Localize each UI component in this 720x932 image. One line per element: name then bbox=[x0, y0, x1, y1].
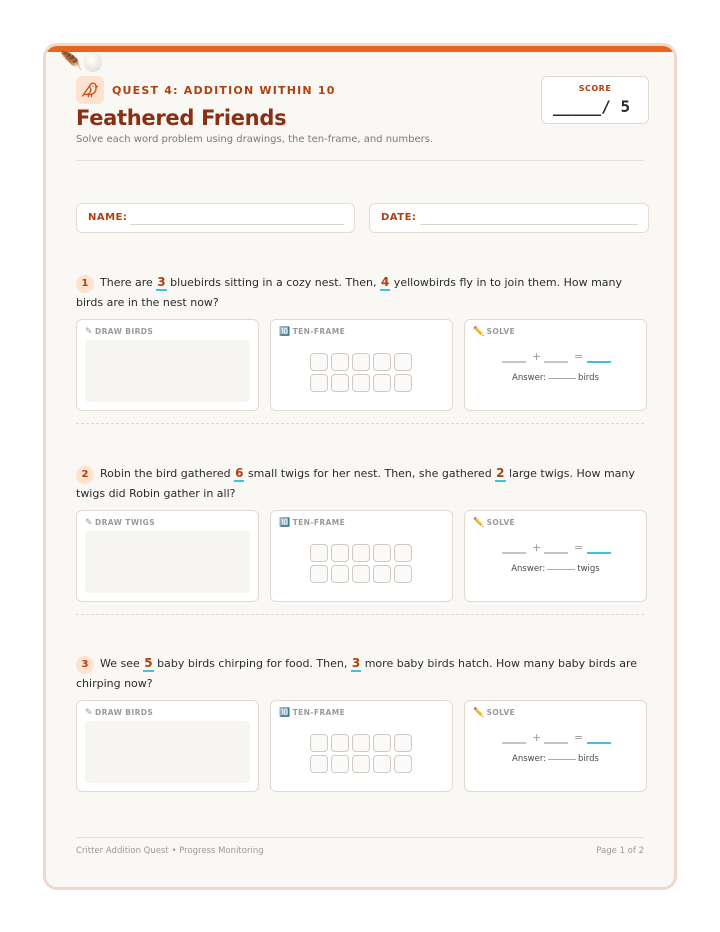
ten-frame-cell[interactable] bbox=[310, 544, 328, 562]
draw-label bbox=[85, 327, 153, 337]
ten-frame-cell[interactable] bbox=[331, 734, 349, 752]
answer-label: Answer: bbox=[512, 754, 547, 764]
tenframe-label bbox=[279, 518, 345, 528]
ten-frame-cell[interactable] bbox=[310, 755, 328, 773]
score-box bbox=[541, 76, 649, 124]
problem-1 bbox=[76, 273, 650, 312]
date-field[interactable] bbox=[369, 203, 649, 233]
highlighted-number: 3 bbox=[351, 656, 361, 670]
ten-frame-cell[interactable] bbox=[394, 544, 412, 562]
draw-panel[interactable] bbox=[76, 319, 259, 411]
problem-text bbox=[76, 654, 650, 693]
ten-frame-cell[interactable] bbox=[394, 374, 412, 392]
draw-label-text: DRAW BIRDS bbox=[94, 327, 154, 336]
problem-text-part: Robin the bird gathered bbox=[100, 467, 235, 480]
addend-blank[interactable] bbox=[502, 361, 526, 363]
draw-label bbox=[85, 708, 153, 718]
solve-panel bbox=[464, 510, 647, 602]
footer-divider bbox=[76, 837, 644, 838]
ten-frame-cell[interactable] bbox=[310, 565, 328, 583]
name-line[interactable] bbox=[130, 224, 344, 225]
plus-sign: + bbox=[532, 541, 542, 554]
ten-frame-cell[interactable] bbox=[352, 734, 370, 752]
draw-panel[interactable] bbox=[76, 700, 259, 792]
sum-blank[interactable] bbox=[587, 742, 611, 744]
ten-frame-cell[interactable] bbox=[352, 755, 370, 773]
ten-frame-cell[interactable] bbox=[352, 544, 370, 562]
tenframe-label-text: TEN-FRAME bbox=[292, 327, 346, 336]
problem-text bbox=[76, 464, 650, 503]
ten-frame-cell[interactable] bbox=[394, 755, 412, 773]
solve-panel bbox=[464, 319, 647, 411]
keycap-ten-icon: 🔟 bbox=[279, 708, 291, 718]
solve-label-text: SOLVE bbox=[486, 327, 516, 336]
equals-sign: = bbox=[574, 350, 584, 363]
answer-unit: twigs bbox=[577, 564, 600, 574]
ten-frame-cell[interactable] bbox=[373, 374, 391, 392]
problem-separator bbox=[76, 423, 644, 424]
tenframe-label bbox=[279, 708, 345, 718]
pencil-icon: ✎ bbox=[85, 327, 93, 337]
ten-frame-cell[interactable] bbox=[310, 353, 328, 371]
score-total: / 5 bbox=[601, 97, 631, 116]
answer-blank[interactable] bbox=[547, 569, 575, 570]
keycap-ten-icon: 🔟 bbox=[279, 327, 291, 337]
problem-separator bbox=[76, 614, 644, 615]
pencil-icon: ✎ bbox=[85, 708, 93, 718]
problem-number: 2 bbox=[76, 466, 94, 484]
addend-blank[interactable] bbox=[544, 361, 568, 363]
equals-sign: = bbox=[574, 541, 584, 554]
footer-left: Critter Addition Quest • Progress Monitoring bbox=[76, 846, 264, 856]
ten-frame-cell[interactable] bbox=[331, 755, 349, 773]
pencil-icon: ✏️ bbox=[473, 327, 485, 337]
tenframe-panel bbox=[270, 510, 453, 602]
addend-blank[interactable] bbox=[502, 552, 526, 554]
tenframe-label bbox=[279, 327, 345, 337]
highlighted-number: 4 bbox=[380, 275, 390, 289]
ten-frame-cell[interactable] bbox=[394, 734, 412, 752]
draw-label-text: DRAW TWIGS bbox=[94, 518, 156, 527]
sum-blank[interactable] bbox=[587, 361, 611, 363]
draw-area[interactable] bbox=[85, 531, 250, 593]
addend-blank[interactable] bbox=[502, 742, 526, 744]
worksheet-page bbox=[43, 43, 677, 890]
equation bbox=[502, 730, 612, 746]
answer-blank[interactable] bbox=[548, 378, 576, 379]
ten-frame-cell[interactable] bbox=[373, 544, 391, 562]
problem-number: 1 bbox=[76, 275, 94, 293]
ten-frame-cell[interactable] bbox=[352, 374, 370, 392]
equation bbox=[502, 349, 612, 365]
page-title: Feathered Friends bbox=[76, 106, 287, 130]
problem-number: 3 bbox=[76, 656, 94, 674]
ten-frame-cell[interactable] bbox=[331, 544, 349, 562]
addend-blank[interactable] bbox=[544, 742, 568, 744]
footer bbox=[76, 846, 644, 856]
egg-icon bbox=[84, 52, 102, 72]
highlighted-number: 6 bbox=[235, 466, 244, 480]
name-label: NAME: bbox=[88, 212, 128, 223]
ten-frame-cell[interactable] bbox=[352, 353, 370, 371]
problem-text-part: There are bbox=[100, 276, 157, 289]
problem-text bbox=[76, 273, 650, 312]
ten-frame-cell[interactable] bbox=[373, 353, 391, 371]
solve-label bbox=[473, 518, 515, 528]
ten-frame-cell[interactable] bbox=[331, 565, 349, 583]
accent-bar bbox=[46, 46, 674, 52]
date-line[interactable] bbox=[420, 224, 638, 225]
highlighted-number: 5 bbox=[144, 656, 153, 670]
date-label: DATE: bbox=[381, 212, 417, 223]
ten-frame bbox=[310, 734, 412, 773]
draw-area[interactable] bbox=[85, 340, 250, 402]
ten-frame-cell[interactable] bbox=[373, 565, 391, 583]
answer-unit: birds bbox=[578, 373, 599, 383]
answer-line bbox=[465, 564, 646, 574]
score-line[interactable] bbox=[553, 97, 630, 116]
pencil-icon: ✏️ bbox=[473, 708, 485, 718]
ten-frame-cell[interactable] bbox=[352, 565, 370, 583]
addend-blank[interactable] bbox=[544, 552, 568, 554]
tenframe-panel bbox=[270, 319, 453, 411]
page-number: Page 1 of 2 bbox=[596, 846, 644, 856]
ten-frame-cell[interactable] bbox=[373, 734, 391, 752]
bird-icon bbox=[76, 76, 104, 104]
problem-text-part: We see bbox=[100, 657, 144, 670]
ten-frame-cell[interactable] bbox=[373, 755, 391, 773]
tenframe-label-text: TEN-FRAME bbox=[292, 708, 346, 717]
problem-text-part: small twigs for her nest. Then, she gathered bbox=[244, 467, 496, 480]
problem-text-part: more baby birds hatch. How many baby birds are chirping now? bbox=[76, 657, 638, 690]
problem-2 bbox=[76, 464, 650, 503]
plus-sign: + bbox=[532, 350, 542, 363]
solve-label-text: SOLVE bbox=[486, 518, 516, 527]
score-label: SCORE bbox=[578, 84, 612, 93]
page-subtitle: Solve each word problem using drawings, the ten-frame, and numbers. bbox=[76, 134, 434, 145]
answer-label: Answer: bbox=[512, 373, 547, 383]
problem-text-part: yellowbirds fly in to join them. How many birds are in the nest now? bbox=[76, 276, 623, 309]
solve-label bbox=[473, 708, 515, 718]
solve-panel bbox=[464, 700, 647, 792]
ten-frame-cell[interactable] bbox=[394, 353, 412, 371]
name-field[interactable] bbox=[76, 203, 355, 233]
answer-line bbox=[465, 754, 646, 764]
draw-label-text: DRAW BIRDS bbox=[94, 708, 154, 717]
answer-line bbox=[465, 373, 646, 383]
equation bbox=[502, 540, 612, 556]
score-blank[interactable]: _____ bbox=[553, 97, 602, 116]
ten-frame-cell[interactable] bbox=[331, 353, 349, 371]
problem-text-part: bluebirds sitting in a cozy nest. Then, bbox=[166, 276, 380, 289]
answer-label: Answer: bbox=[511, 564, 546, 574]
answer-blank[interactable] bbox=[548, 759, 576, 760]
solve-label-text: SOLVE bbox=[486, 708, 516, 717]
answer-unit: birds bbox=[578, 754, 599, 764]
ten-frame-cell[interactable] bbox=[310, 374, 328, 392]
problem-text-part: large twigs. How many twigs did Robin gather in all? bbox=[76, 467, 635, 500]
solve-label bbox=[473, 327, 515, 337]
highlighted-number: 2 bbox=[496, 466, 505, 480]
tenframe-panel bbox=[270, 700, 453, 792]
plus-sign: + bbox=[532, 731, 542, 744]
draw-panel[interactable] bbox=[76, 510, 259, 602]
quest-label: QUEST 4: ADDITION WITHIN 10 bbox=[112, 84, 336, 97]
problem-3 bbox=[76, 654, 650, 693]
sum-blank[interactable] bbox=[587, 552, 611, 554]
ten-frame bbox=[310, 544, 412, 583]
keycap-ten-icon: 🔟 bbox=[279, 518, 291, 528]
ten-frame bbox=[310, 353, 412, 392]
header-divider bbox=[76, 160, 644, 161]
ten-frame-cell[interactable] bbox=[394, 565, 412, 583]
draw-area[interactable] bbox=[85, 721, 250, 783]
pencil-icon: ✎ bbox=[85, 518, 93, 528]
feather-icon: 🪶 bbox=[60, 51, 83, 72]
equals-sign: = bbox=[574, 731, 584, 744]
highlighted-number: 3 bbox=[157, 275, 166, 289]
ten-frame-cell[interactable] bbox=[331, 374, 349, 392]
draw-label bbox=[85, 518, 155, 528]
problem-text-part: baby birds chirping for food. Then, bbox=[153, 657, 351, 670]
pencil-icon: ✏️ bbox=[473, 518, 485, 528]
ten-frame-cell[interactable] bbox=[310, 734, 328, 752]
tenframe-label-text: TEN-FRAME bbox=[292, 518, 346, 527]
